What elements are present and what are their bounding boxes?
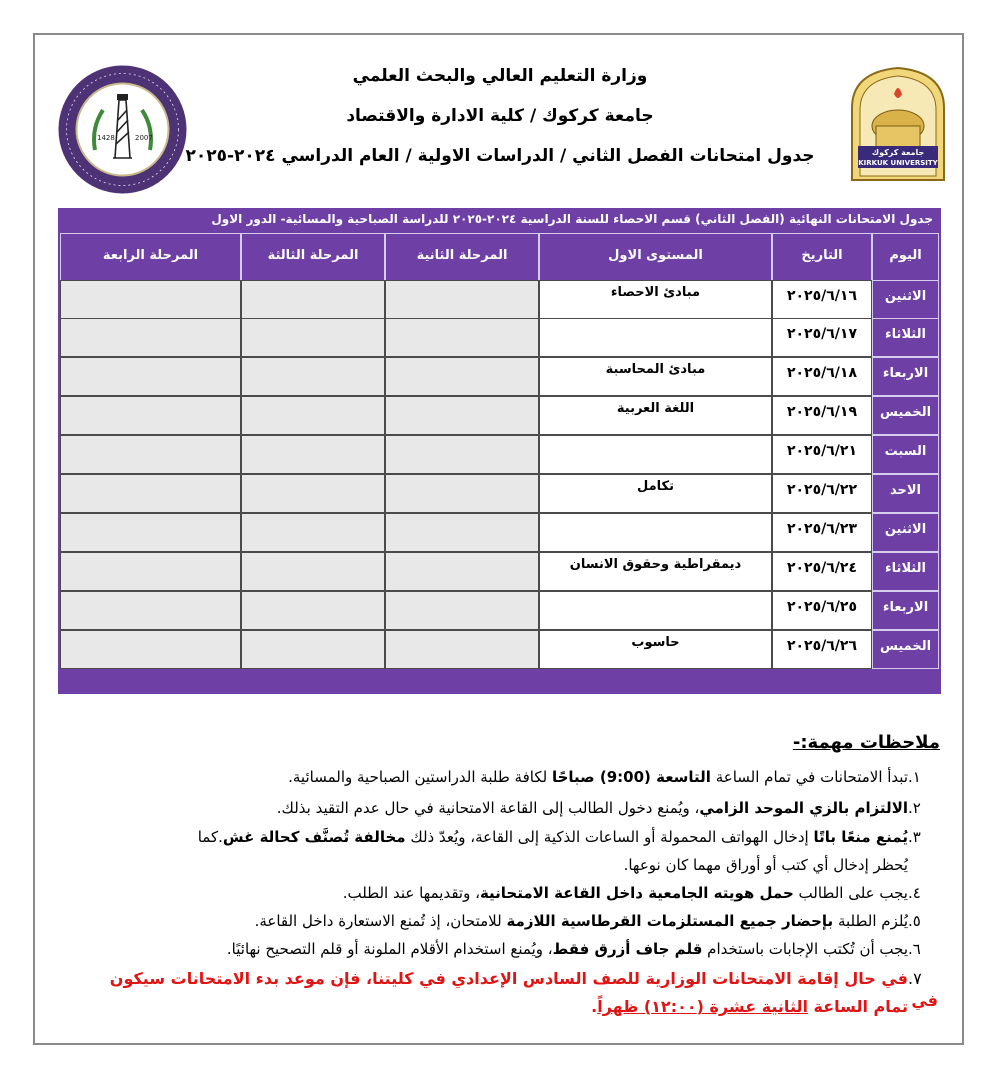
date-cell: ٢٠٢٥/٦/٢١	[772, 435, 872, 474]
level4-cell	[60, 591, 241, 630]
level3-cell	[241, 630, 385, 669]
date-cell: ٢٠٢٥/٦/١٨	[772, 357, 872, 396]
level4-cell	[60, 435, 241, 474]
level1-subject-cell: تكامل	[539, 474, 772, 513]
header-date: التاريخ	[772, 233, 872, 286]
note-item: ٤.يجب على الطالب حمل هويته الجامعية داخل القاعة الامتحانية، وتقديمها عند الطلب.	[342, 884, 921, 902]
date-cell: ٢٠٢٥/٦/١٦	[772, 280, 872, 319]
header-level4: المرحلة الرابعة	[60, 233, 241, 286]
level4-cell	[60, 280, 241, 319]
level3-cell	[241, 280, 385, 319]
level1-subject-cell	[539, 591, 772, 630]
level1-subject-cell	[539, 318, 772, 357]
note-item: ٦.يجب أن تُكتب الإجابات باستخدام قلم جاف أزرق فقط، ويُمنع استخدام الأقلام الملونة أو قلم التصحيح نهائيًا.	[226, 940, 921, 958]
date-cell: ٢٠٢٥/٦/٢٣	[772, 513, 872, 552]
level3-cell	[241, 513, 385, 552]
college-seal-logo	[55, 62, 190, 197]
day-cell: السبت	[872, 435, 939, 474]
level2-cell	[385, 396, 539, 435]
svg-text:1428: 1428	[97, 134, 115, 142]
level1-subject-cell: مبادئ المحاسبة	[539, 357, 772, 396]
level2-cell	[385, 474, 539, 513]
level4-cell	[60, 552, 241, 591]
level4-cell	[60, 513, 241, 552]
level4-cell	[60, 630, 241, 669]
header-level3: المرحلة الثالثة	[241, 233, 385, 286]
notes-title: ملاحظات مهمة:-	[792, 732, 940, 753]
header-day: اليوم	[872, 233, 939, 286]
university-title: جامعة كركوك / كلية الادارة والاقتصاد	[346, 106, 654, 126]
header-level1: المستوى الاول	[539, 233, 772, 286]
day-cell: الاحد	[872, 474, 939, 513]
note-item-continued: يُحظر إدخال أي كتب أو أوراق مهما كان نوعها.	[623, 856, 908, 874]
level2-cell	[385, 318, 539, 357]
level2-cell	[385, 280, 539, 319]
date-cell: ٢٠٢٥/٦/٢٢	[772, 474, 872, 513]
level2-cell	[385, 435, 539, 474]
level1-subject-cell: حاسوب	[539, 630, 772, 669]
day-cell: الاثنين	[872, 513, 939, 552]
note-item: ٢.الالتزام بالزي الموحد الزامي، ويُمنع دخول الطالب إلى القاعة الامتحانية في حال عدم التقيد بذلك.	[276, 799, 921, 817]
exam-schedule-table	[58, 208, 941, 694]
level2-cell	[385, 630, 539, 669]
level1-subject-cell: اللغة العربية	[539, 396, 772, 435]
note-item: ١.تبدأ الامتحانات في تمام الساعة التاسعة (9:00) صباحًا لكافة طلبة الدراستين الصباحية والمسائية.	[288, 768, 921, 786]
level3-cell	[241, 318, 385, 357]
day-cell: الثلاثاء	[872, 318, 939, 357]
day-cell: الثلاثاء	[872, 552, 939, 591]
day-cell: الاثنين	[872, 280, 939, 319]
level1-subject-cell: ديمقراطية وحقوق الانسان	[539, 552, 772, 591]
day-cell: الخميس	[872, 630, 939, 669]
level1-subject-cell	[539, 435, 772, 474]
day-cell: الخميس	[872, 396, 939, 435]
level3-cell	[241, 396, 385, 435]
level4-cell	[60, 318, 241, 357]
date-cell: ٢٠٢٥/٦/١٩	[772, 396, 872, 435]
level3-cell	[241, 591, 385, 630]
date-cell: ٢٠٢٥/٦/٢٦	[772, 630, 872, 669]
header-level2: المرحلة الثانية	[385, 233, 539, 286]
level3-cell	[241, 474, 385, 513]
level2-cell	[385, 357, 539, 396]
ministry-title: وزارة التعليم العالي والبحث العلمي	[352, 66, 648, 86]
date-cell: ٢٠٢٥/٦/٢٤	[772, 552, 872, 591]
day-cell: الاربعاء	[872, 357, 939, 396]
schedule-heading: جدول امتحانات الفصل الثاني / الدراسات الاولية / العام الدراسي ٢٠٢٤-٢٠٢٥	[185, 146, 815, 166]
level2-cell	[385, 513, 539, 552]
svg-text:KIRKUK UNIVERSITY: KIRKUK UNIVERSITY	[858, 159, 938, 167]
note-item-important-continued: تمام الساعة الثانية عشرة (١٢:٠٠) ظهراً.	[591, 997, 908, 1016]
level1-subject-cell: مبادئ الاحصاء	[539, 280, 772, 319]
svg-text:2007: 2007	[135, 134, 153, 142]
note-item: ٣.يُمنع منعًا باتًا إدخال الهواتف المحمولة أو الساعات الذكية إلى القاعة، ويُعدّ ذلك مخالفة تُصنَّف كحالة غش.كما	[197, 828, 921, 846]
level3-cell	[241, 435, 385, 474]
level4-cell	[60, 396, 241, 435]
svg-text:جامعة كركوك: جامعة كركوك	[871, 148, 925, 157]
day-cell: الاربعاء	[872, 591, 939, 630]
level1-subject-cell	[539, 513, 772, 552]
level4-cell	[60, 474, 241, 513]
level4-cell	[60, 357, 241, 396]
date-cell: ٢٠٢٥/٦/١٧	[772, 318, 872, 357]
level3-cell	[241, 552, 385, 591]
date-cell: ٢٠٢٥/٦/٢٥	[772, 591, 872, 630]
level2-cell	[385, 591, 539, 630]
level3-cell	[241, 357, 385, 396]
level2-cell	[385, 552, 539, 591]
table-title: جدول الامتحانات النهائية (الفصل الثاني) قسم الاحصاء للسنة الدراسية ٢٠٢٤-٢٠٢٥ للدراسة الصباحية والمسائية- الدور الاول	[211, 212, 933, 226]
note-item-important: ٧.في حال إقامة الامتحانات الوزارية للصف السادس الإعدادي في كليتنا، فإن موعد بدء الامتحانات سيكون في	[109, 969, 938, 1010]
note-item: ٥.يُلزم الطلبة بإحضار جميع المستلزمات القرطاسية اللازمة للامتحان، إذ تُمنع الاستعارة داخل القاعة.	[254, 912, 921, 930]
kirkuk-university-logo	[846, 64, 950, 182]
